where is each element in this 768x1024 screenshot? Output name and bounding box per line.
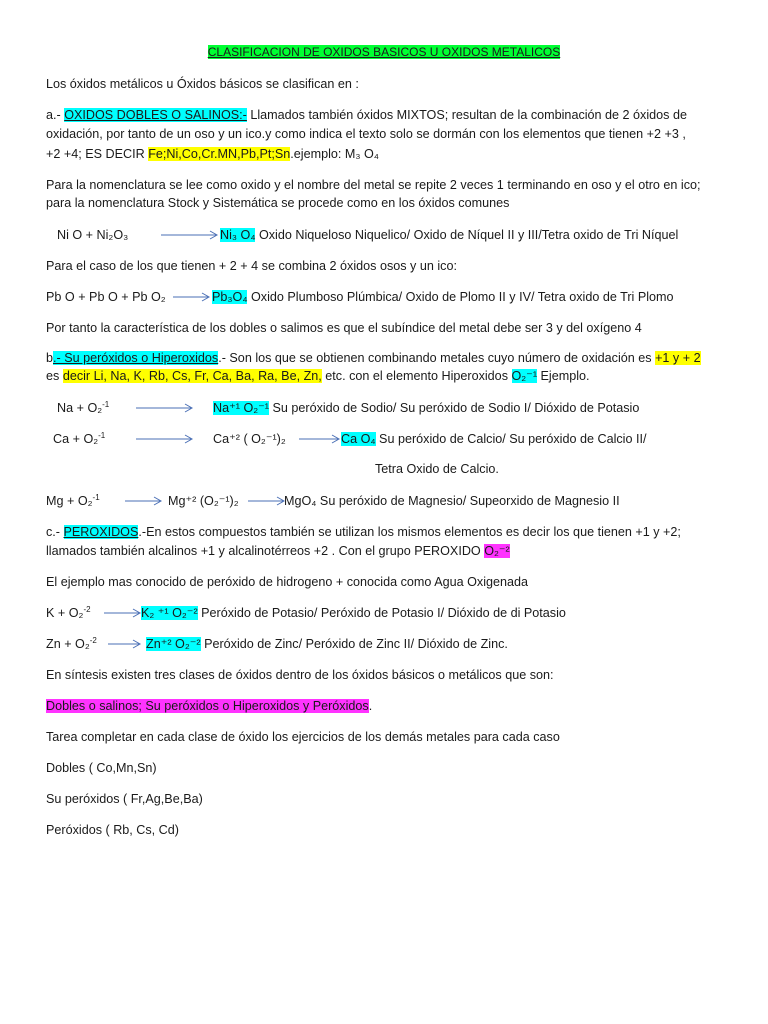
section-a-line1 bbox=[46, 107, 687, 123]
example-zn-left: Zn + O₂ bbox=[46, 637, 90, 651]
classes-line bbox=[46, 698, 372, 714]
task-item-dobles: Dobles ( Co,Mn,Sn) bbox=[46, 761, 157, 775]
example-k-reactants bbox=[46, 605, 91, 621]
arrow-icon bbox=[107, 638, 143, 650]
nomenclature-line2: para la nomenclatura Stock y Sistemática se procede como en los óxidos comunes bbox=[46, 196, 510, 210]
arrow-icon bbox=[298, 433, 342, 445]
section-a-line2: oxidación, por tanto de un oso y un ico.y como indica el texto solo se dormán con los elementos que tienen +2 +3 , bbox=[46, 127, 686, 141]
title-highlight: CLASIFICACION DE OXIDOS BASICOS U OXIDOS METALICOS bbox=[207, 45, 561, 59]
example-ca-name: Su peróxido de Calcio/ Su peróxido de Calcio II/ bbox=[375, 432, 647, 446]
section-b-group: O₂⁻¹ bbox=[511, 369, 538, 383]
arrow-icon bbox=[124, 495, 164, 507]
example-mg-intermediate: Mg⁺² (O₂⁻¹)₂ bbox=[168, 494, 239, 508]
example-ni-reactants: Ni O + Ni₂O₃ bbox=[57, 228, 129, 242]
arrow-icon bbox=[135, 402, 195, 414]
section-b-line2-pre: es bbox=[46, 369, 63, 383]
section-b-text1: .- Son los que se obtienen combinando metales cuyo número de oxidación es bbox=[218, 351, 656, 365]
example-zn-formula: Zn⁺² O₂⁻² bbox=[146, 637, 201, 651]
example-pb-reactants: Pb O + Pb O + Pb O₂ bbox=[46, 290, 166, 304]
example-ca-left-charge: -1 bbox=[98, 430, 106, 440]
section-c-text1: .-En estos compuestos también se utilizan los mismos elementos es decir los que tienen +1 y +2; bbox=[138, 525, 681, 539]
example-pb-formula: Pb₃O₄ bbox=[212, 290, 248, 304]
arrow-icon bbox=[172, 291, 212, 303]
section-b-elements: decir Li, Na, K, Rb, Cs, Fr, Ca, Ba, Ra, Be, Zn, bbox=[62, 369, 322, 383]
example-k-left: K + O₂ bbox=[46, 606, 84, 620]
example-zn-left-charge: -2 bbox=[89, 635, 97, 645]
example-mg-left-charge: -1 bbox=[92, 492, 100, 502]
section-c-line2 bbox=[46, 543, 510, 559]
known-example-paragraph: El ejemplo mas conocido de peróxido de hidrogeno + conocida como Agua Oxigenada bbox=[46, 575, 529, 589]
example-zn-result bbox=[146, 636, 508, 652]
example-na-formula: Na⁺¹ O₂⁻¹ bbox=[213, 401, 269, 415]
task-paragraph: Tarea completar en cada clase de óxido los ejercicios de los demás metales para cada caso bbox=[46, 730, 560, 744]
example-na-name: Su peróxido de Sodio/ Su peróxido de Sodio I/ Dióxido de Potasio bbox=[272, 401, 640, 415]
example-mg-left: Mg + O₂ bbox=[46, 494, 93, 508]
arrow-icon bbox=[103, 607, 143, 619]
example-na-left: Na + O₂ bbox=[57, 401, 103, 415]
summary-paragraph: En síntesis existen tres clases de óxidos dentro de los óxidos básicos o metálicos que son: bbox=[46, 668, 554, 682]
example-ca-result bbox=[341, 431, 646, 447]
example-zn-name: Peróxido de Zinc/ Peróxido de Zinc II/ Dióxido de Zinc. bbox=[200, 637, 508, 651]
section-a-line3-post: .ejemplo: M₃ O₄ bbox=[290, 147, 379, 161]
section-c-group: O₂⁻² bbox=[484, 544, 510, 558]
example-k-left-charge: -2 bbox=[83, 604, 91, 614]
example-mg-formula: MgO₄ bbox=[284, 494, 317, 508]
section-b-line1 bbox=[46, 350, 701, 366]
example-ca-formula: Ca O₄ bbox=[341, 432, 376, 446]
example-zn-reactants bbox=[46, 636, 97, 652]
section-a-prefix: a.- bbox=[46, 108, 65, 122]
section-a-line3 bbox=[46, 146, 379, 162]
example-k-name: Peróxido de Potasio/ Peróxido de Potasio I/ Dióxido de di Potasio bbox=[197, 606, 566, 620]
intro-paragraph: Los óxidos metálicos u Óxidos básicos se clasifican en : bbox=[46, 77, 359, 91]
example-na-left-charge: -1 bbox=[102, 399, 110, 409]
example-ca-left: Ca + O₂ bbox=[53, 432, 99, 446]
section-c-prefix: c.- bbox=[46, 525, 64, 539]
classes-end: . bbox=[368, 699, 373, 713]
section-b-label: .- Su peróxidos o Hiperoxidos bbox=[53, 351, 219, 365]
task-item-peroxidos: Peróxidos ( Rb, Cs, Cd) bbox=[46, 823, 179, 837]
example-ni-name: Oxido Niqueloso Niquelico/ Oxido de Níquel II y III/Tetra oxido de Tri Níquel bbox=[255, 228, 679, 242]
example-k-formula: K₂ ⁺¹ O₂⁻² bbox=[141, 606, 198, 620]
example-pb-result bbox=[212, 289, 674, 305]
section-b-prefix: b bbox=[46, 351, 54, 365]
section-c-line1 bbox=[46, 524, 681, 540]
document-title bbox=[0, 44, 768, 60]
section-a-label: OXIDOS DOBLES O SALINOS:- bbox=[64, 108, 247, 122]
arrow-icon bbox=[247, 495, 287, 507]
example-pb-name: Oxido Plumboso Plúmbica/ Oxido de Plomo II y IV/ Tetra oxido de Tri Plomo bbox=[247, 290, 674, 304]
example-mg-reactants bbox=[46, 493, 100, 509]
section-b-line2-post: Ejemplo. bbox=[537, 369, 590, 383]
example-ca-intermediate: Ca⁺² ( O₂⁻¹)₂ bbox=[213, 432, 286, 446]
arrow-icon bbox=[135, 433, 195, 445]
example-na-reactants bbox=[57, 400, 109, 416]
example-k-result bbox=[141, 605, 566, 621]
section-c-line2-pre: llamados también alcalinos +1 y alcalinotérreos +2 . Con el grupo PEROXIDO bbox=[46, 544, 485, 558]
task-item-superoxidos: Su peróxidos ( Fr,Ag,Be,Ba) bbox=[46, 792, 203, 806]
arrow-icon bbox=[160, 229, 220, 241]
conclusion-paragraph: Por tanto la característica de los dobles o salimos es que el subíndice del metal debe ser 3 y del oxígeno 4 bbox=[46, 321, 642, 335]
example-mg-name: Su peróxido de Magnesio/ Supeorxido de Magnesio II bbox=[316, 494, 620, 508]
section-a-elements: Fe;Ni,Co,Cr.MN,Pb,Pt;Sn bbox=[148, 147, 291, 161]
example-ca-reactants bbox=[53, 431, 105, 447]
nomenclature-line1: Para la nomenclatura se lee como oxido y el nombre del metal se repite 2 veces 1 terminando en oso y el otro en ico; bbox=[46, 178, 701, 192]
classes-highlight: Dobles o salinos; Su peróxidos o Hiperoxidos y Peróxidos bbox=[46, 699, 369, 713]
section-a-line3-pre: +2 +4; ES DECIR bbox=[46, 147, 149, 161]
section-b-line2 bbox=[46, 368, 590, 384]
example-mg-result bbox=[284, 493, 620, 509]
case-24-paragraph: Para el caso de los que tienen + 2 + 4 se combina 2 óxidos osos y un ico: bbox=[46, 259, 457, 273]
example-ni-result bbox=[220, 227, 678, 243]
example-ni-formula: Ni₃ O₄ bbox=[220, 228, 256, 242]
example-ca-name-cont: Tetra Oxido de Calcio. bbox=[375, 462, 499, 476]
section-c-label: PEROXIDOS bbox=[63, 525, 139, 539]
section-b-line2-mid: etc. con el elemento Hiperoxidos bbox=[321, 369, 512, 383]
example-na-result bbox=[213, 400, 639, 416]
section-b-ox-states: +1 y + 2 bbox=[655, 351, 701, 365]
section-a-text1: Llamados también óxidos MIXTOS; resultan de la combinación de 2 óxidos de bbox=[246, 108, 687, 122]
